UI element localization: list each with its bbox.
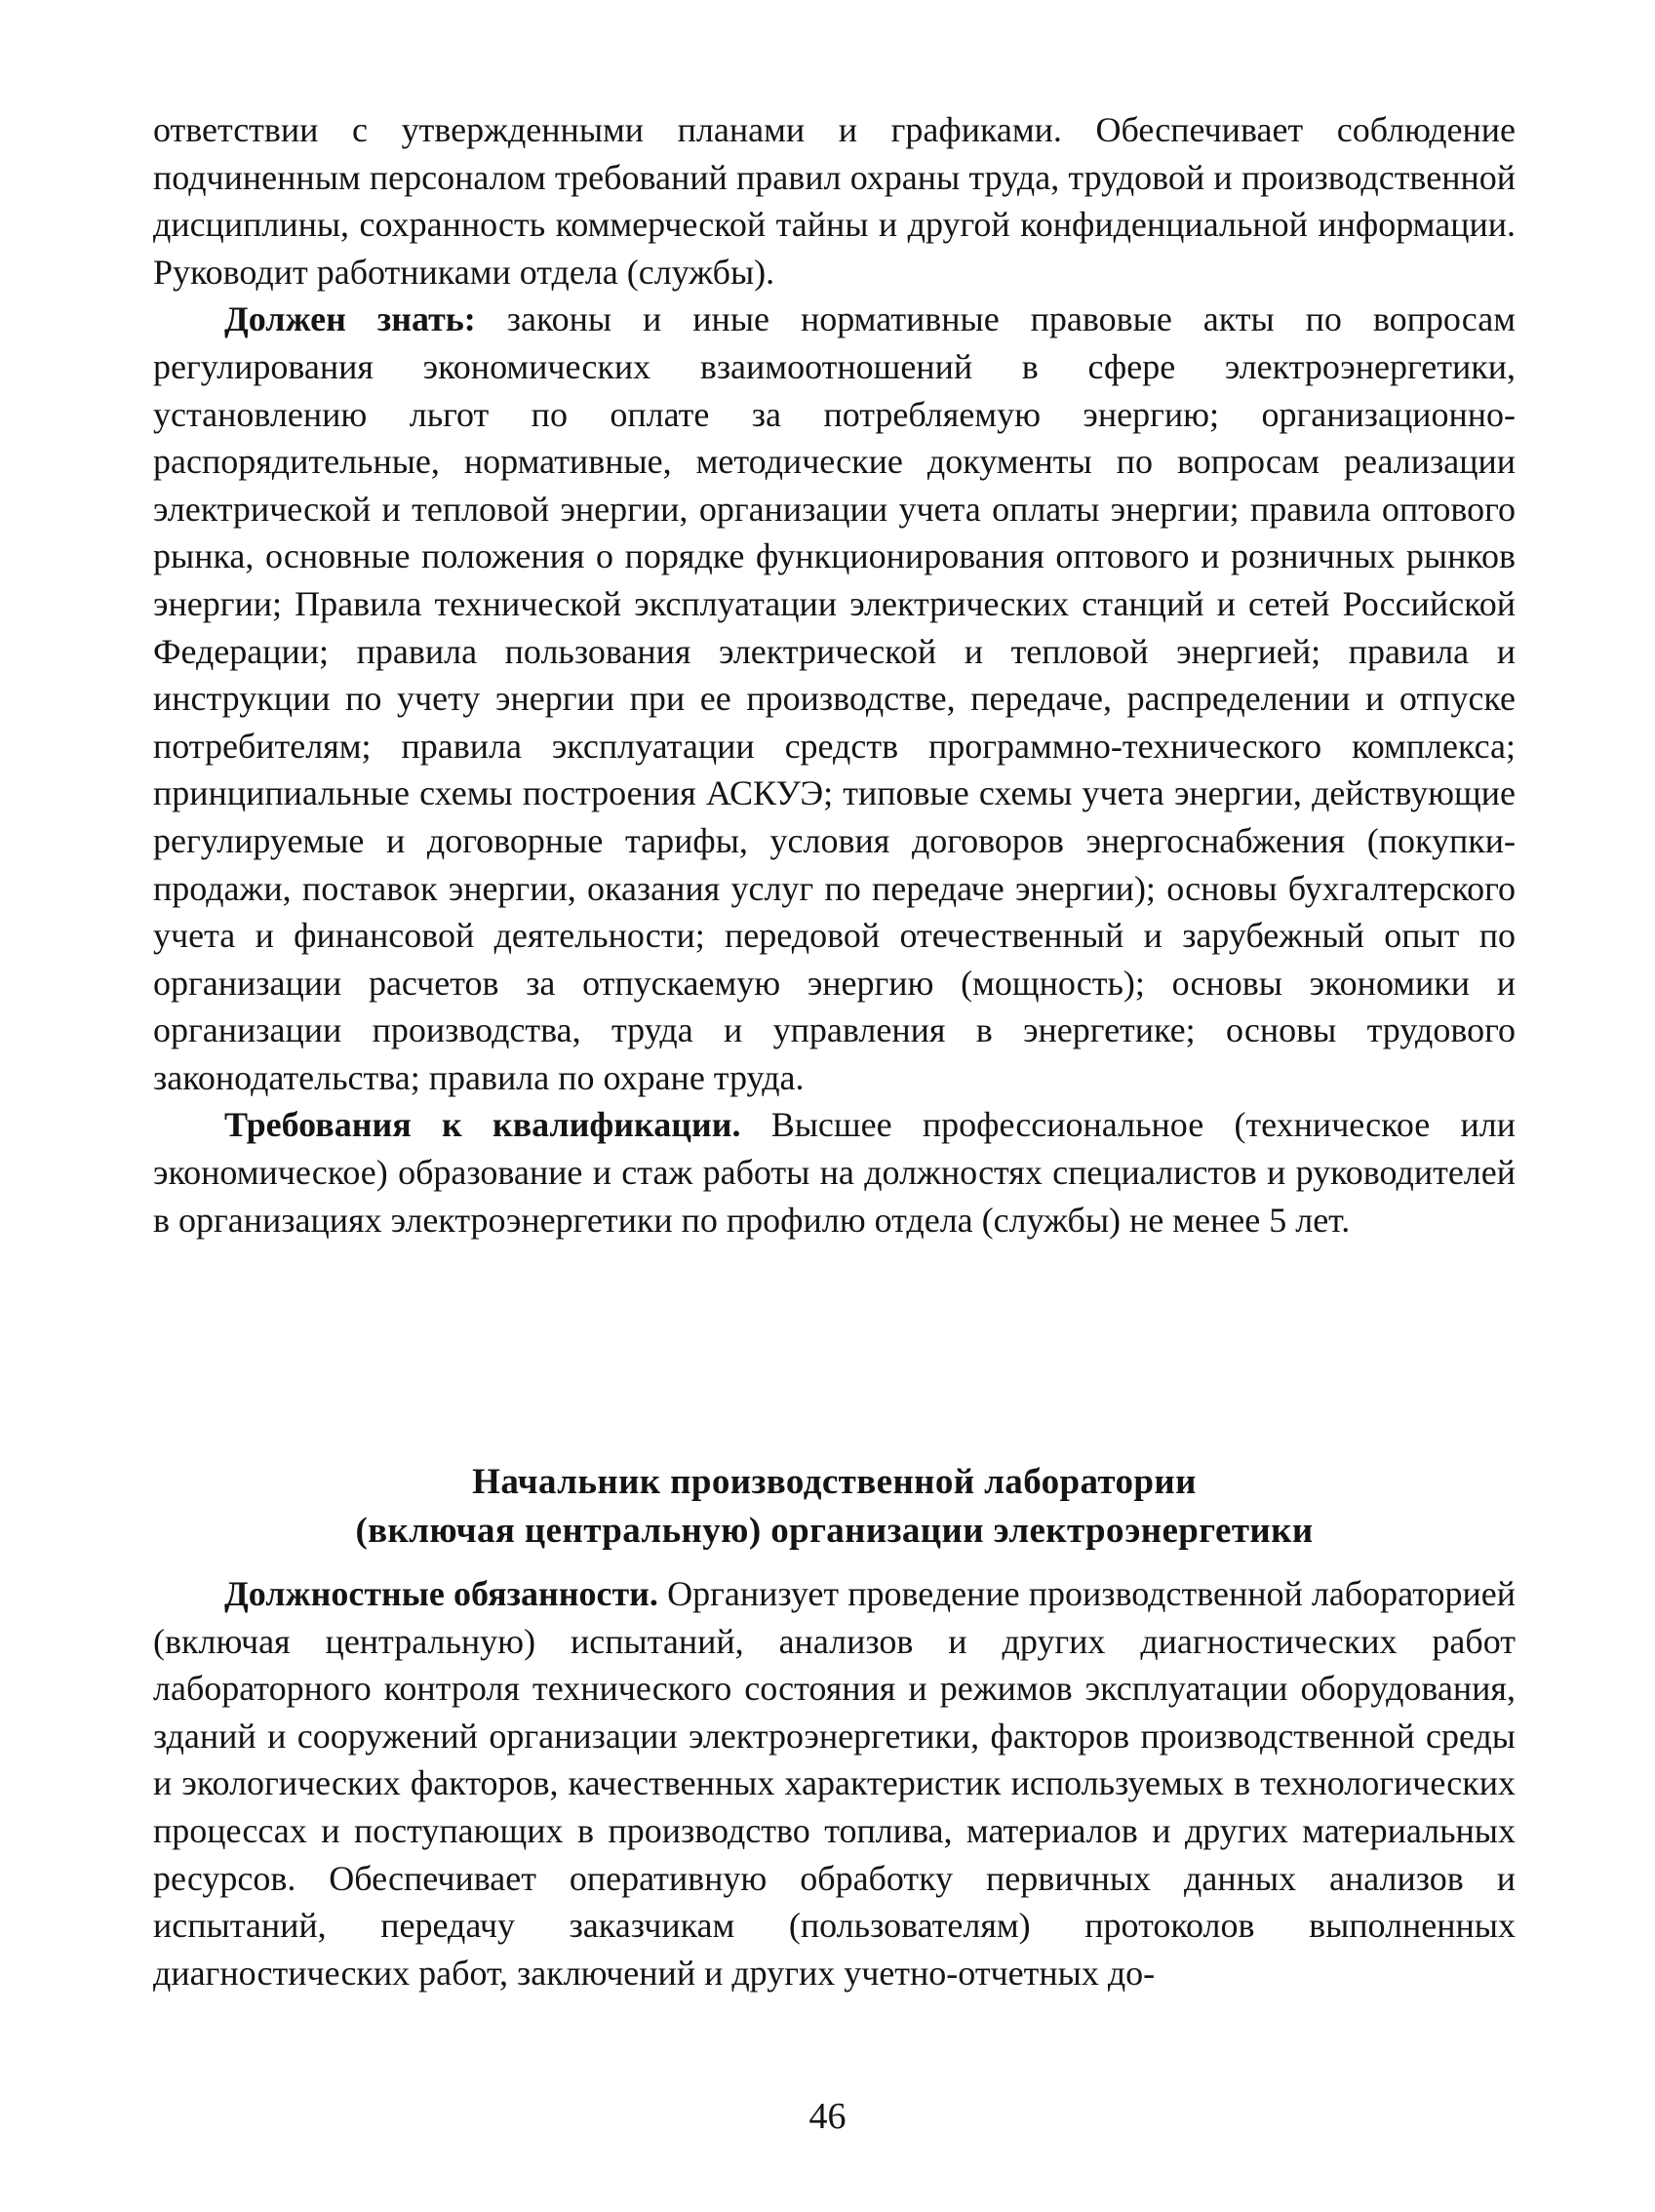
duties-lead: Должностные обязанности. [224,1574,658,1613]
qualification-text: Высшее профессиональное (техническое или экономическое) образование и стаж работы на должностях специалистов и руководителей в организациях электроэнергетики по профилю отдела (службы) не менее 5 лет. [153,1105,1516,1240]
page-number: 46 [808,2096,847,2137]
duties-text: Организует проведение производственной лабораторией (включая центральную) испытаний, анализов и других диагностических работ лабораторного контроля технического состояния и режимов эксплуатации оборудования, зданий и сооружений организации электроэнергетики, факторов производственной среды и экологических факторов, качественных характеристик используемых в технологических процессах и поступающих в производство топлива, материалов и других материальных ресурсов. Обеспечивает оперативную обработку первичных данных анализов и испытаний, передачу заказчикам (пользователям) протоколов выполненных диагностических работ, заключений и других учетно-отчетных до- [153,1574,1517,1993]
knowledge-paragraph [153,296,1516,1101]
knowledge-text: законы и иные нормативные правовые акты по вопросам регулирования экономических взаимоотношений в сфере электроэнергетики, установлению льгот по оплате за потребляемую энергию; организационно-распорядительные, нормативные, методические документы по вопросам реализации электрической и тепловой энергии, организации учета оплаты энергии; правила оптового рынка, основные положения о порядке функционирования оптового и розничных рынков энергии; Правила технической эксплуатации электрических станций и сетей Российской Федерации; правила пользования электрической и тепловой энергией; правила и инструкции по учету энергии при ее производстве, передаче, распределении и отпуске потребителям; правила эксплуатации средств программно-технического комплекса; принципиальные схемы построения АСКУЭ; типовые схемы учета энергии, действующие регулируемые и договорные тарифы, условия договоров энергоснабжения (покупки- продажи, поставок энергии, оказания услуг по передаче энергии); основы бухгалтерского учета и финансовой деятельности; передовой отечественный и зарубежный опыт по организации расчетов за отпускаемую энергию (мощность); основы экономики и организации производства, труда и управления в энергетике; основы трудового законодательства; правила по охране труда. [153,299,1516,1097]
section-heading-line-2: (включая центральную) организации электроэнергетики [355,1511,1314,1551]
text-block-upper [153,106,1516,1244]
section-heading [153,1458,1516,1556]
opening-paragraph: ответствии с утвержденными планами и графиками. Обеспечивает соблюдение подчиненным персоналом требований правил охраны труда, трудовой и производственной дисциплины, сохранность коммерческой тайны и другой конфиденциальной информации. Руководит работниками отдела (службы). [153,110,1516,292]
qualification-paragraph [153,1101,1516,1244]
text-block-lower [153,1570,1516,1996]
qualification-lead: Требования к квалификации. [224,1105,741,1145]
knowledge-lead: Должен знать: [224,299,476,339]
duties-paragraph [153,1570,1516,1996]
section-heading-line-1: Начальник производственной лаборатории [472,1462,1197,1502]
